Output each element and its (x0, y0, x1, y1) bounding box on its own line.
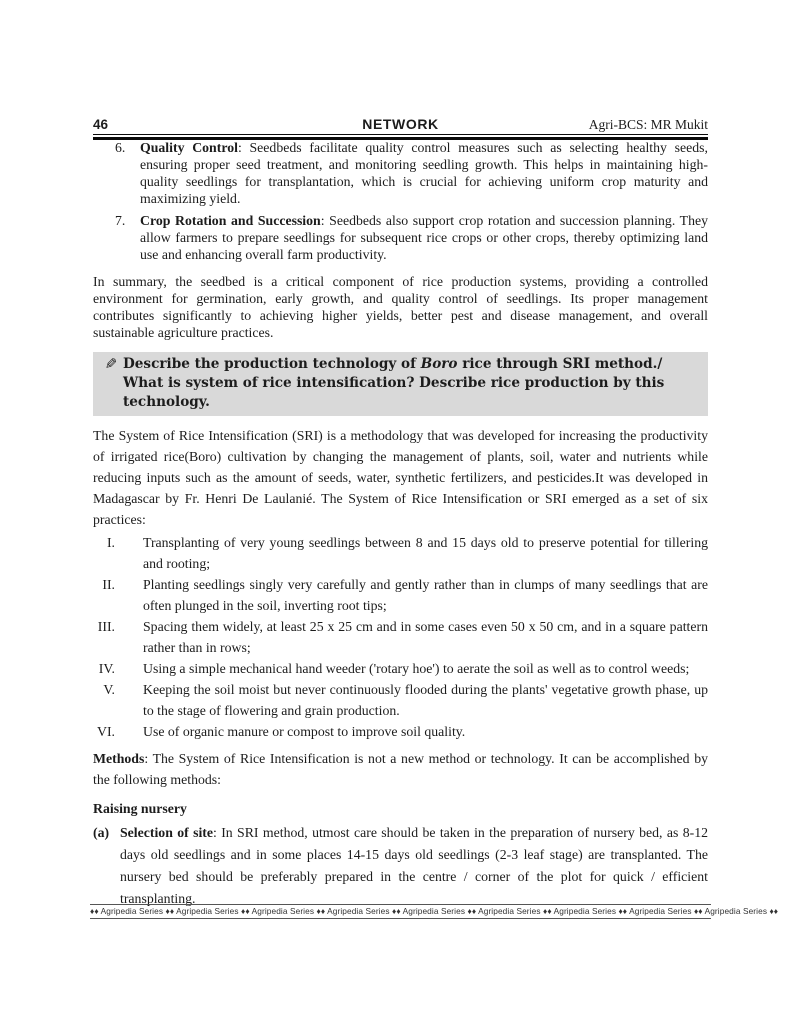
question-text (123, 355, 702, 412)
practice-item (93, 532, 708, 574)
list-item-text: : Seedbeds also support crop rotation and succession planning. They allow farmers to prepare seedlings for subsequent rice crops or other crops, thereby optimizing land use and enhancing overall farm productivity. (140, 213, 708, 262)
site-selection-paragraph (93, 822, 708, 910)
pencil-icon: ✎ (104, 355, 118, 373)
header-author: Agri-BCS: MR Mukit (588, 117, 708, 132)
question-italic-word: Boro (420, 356, 458, 372)
list-item-number: 7. (115, 213, 126, 228)
seedbed-benefits-list (93, 139, 708, 263)
practice-item (93, 658, 708, 679)
header-title: NETWORK (362, 116, 439, 132)
question-heading (93, 352, 708, 416)
site-selection-lead: Selection of site (120, 825, 214, 840)
practice-numeral: V. (103, 682, 115, 697)
summary-paragraph: In summary, the seedbed is a critical component of rice production systems, providing a controlled environment for germination, early growth, and quality control of seedlings. Its proper management contributes significantly to achieving higher yields, better pest and disease management, and overall sustainable agriculture practices. (93, 274, 708, 340)
sri-intro-paragraph: The System of Rice Intensification (SRI) is a methodology that was developed for increasing the productivity of irrigated rice(Boro) cultivation by changing the management of plants, soil, water and nutrients while reducing inputs such as the amount of seeds, water, synthetic fertilizers, and pesticides.It was developed in Madagascar by Fr. Henri De Laulanié. The System of Rice Intensification or SRI emerged as a set of six practices: (93, 428, 708, 527)
question-suffix: rice through SRI method./ What is system of rice intensification? Describe rice production by this technology. (123, 356, 665, 410)
page-footer (90, 904, 779, 919)
page-header (93, 116, 708, 140)
practice-numeral: II. (102, 577, 115, 592)
list-item (93, 139, 708, 207)
raising-nursery-heading: Raising nursery (93, 801, 187, 816)
practice-text: Transplanting of very young seedlings between 8 and 15 days old to preserve potential for tillering and rooting; (143, 535, 708, 571)
list-item-text: : Seedbeds facilitate quality control measures such as selecting healthy seeds, ensuring proper seed treatment, and monitoring seedling growth. This helps in maintaining high-quality seedlings for transplantation, which is crucial for achieving uniform crop maturity and maximizing yield. (140, 140, 708, 206)
header-rule-thin (93, 134, 708, 135)
list-item-lead: Crop Rotation and Succession (140, 213, 321, 228)
practice-text: Spacing them widely, at least 25 x 25 cm and in some cases even 50 x 50 cm, and in a square pattern rather than in rows; (143, 619, 708, 655)
footer-rule-bottom (90, 918, 711, 919)
practice-item (93, 616, 708, 658)
practice-item (93, 679, 708, 721)
methods-paragraph (93, 748, 708, 790)
question-prefix: Describe the production technology of (123, 356, 421, 372)
practice-text: Using a simple mechanical hand weeder ('rotary hoe') to aerate the soil as well as to control weeds; (143, 661, 690, 676)
practice-item (93, 574, 708, 616)
sri-practices-list (93, 532, 708, 742)
site-selection-marker: (a) (93, 825, 110, 840)
practice-numeral: IV. (98, 661, 115, 676)
practice-numeral: VI. (96, 724, 115, 739)
practice-text: Keeping the soil moist but never continuously flooded during the plants' vegetative growth phase, up to the stage of flowering and grain production. (143, 682, 708, 718)
list-item (93, 212, 708, 263)
practice-text: Planting seedlings singly very carefully and gently rather than in clumps of many seedlings that are often plunged in the soil, inverting root tips; (143, 577, 708, 613)
page-number: 46 (93, 117, 109, 132)
footer-series-text: ♦♦ Agripedia Series ♦♦ Agripedia Series ♦♦ Agripedia Series ♦♦ Agripedia Series ♦♦ Agripedia Series ♦♦ Agripedia Series ♦♦ Agripedia Series ♦♦ Agripedia Series ♦♦ Agripedia Series ♦♦ (90, 906, 779, 916)
practice-text: Use of organic manure or compost to improve soil quality. (143, 724, 466, 739)
page-body (93, 139, 708, 910)
site-selection-text: : In SRI method, utmost care should be taken in the preparation of nursery bed, as 8-12 days old seedlings and in some places 14-15 days old seedlings (2-3 leaf stage) are transplanted. The nursery bed should be preferably prepared in the centre / corner of the plot for quick / efficient transplanting. (120, 825, 708, 906)
list-item-number: 6. (115, 140, 126, 155)
methods-text: : The System of Rice Intensification is not a new method or technology. It can be accomplished by the following methods: (93, 751, 708, 787)
list-item-lead: Quality Control (140, 140, 238, 155)
methods-lead: Methods (93, 751, 145, 766)
practice-numeral: III. (97, 619, 115, 634)
practice-numeral: I. (106, 535, 115, 550)
practice-item (93, 721, 708, 742)
